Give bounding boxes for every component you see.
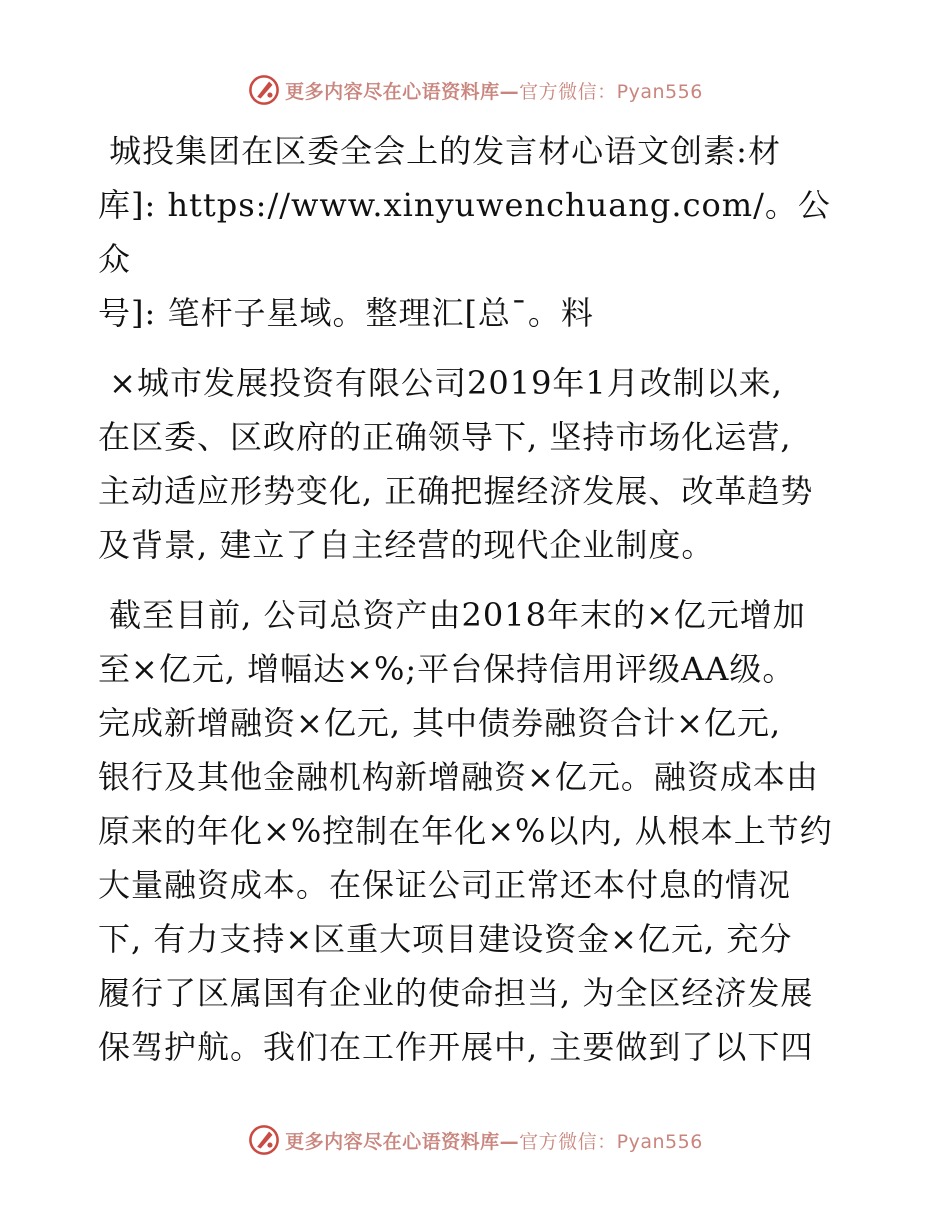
text-line: 号]: 笔杆子星域。整理汇[总¯。料 (98, 294, 594, 332)
banner-main-text: 更多内容尽在心语资料库 (285, 80, 500, 103)
text-line: 履行了区属国有企业的使命担当, 为全区经济发展 (98, 974, 814, 1012)
text-line: 原来的年化×%控制在年化×%以内, 从根本上节约 (98, 812, 833, 850)
text-line: 保驾护航。我们在工作开展中, 主要做到了以下四 (98, 1028, 814, 1066)
text-line: 下, 有力支持×区重大项目建设资金×亿元, 充分 (98, 920, 793, 958)
text-line: 银行及其他金融机构新增融资×亿元。融资成本由 (98, 758, 819, 796)
text-line: 及背景, 建立了自主经营的现代企业制度。 (98, 526, 715, 564)
header-banner (0, 70, 950, 110)
text-line: 城投集团在区委全会上的发言材心语文创素:材 (98, 132, 781, 170)
text-line: 截至目前, 公司总资产由2018年末的×亿元增加 (98, 596, 806, 634)
banner-wechat-text: 官方微信：Pyan556 (519, 1130, 703, 1153)
text-line: 主动适应形势变化, 正确把握经济发展、改革趋势 (98, 472, 814, 510)
banner-main-text: 更多内容尽在心语资料库 (285, 1130, 500, 1153)
paragraph-3 (98, 588, 858, 1074)
text-line: 大量融资成本。在保证公司正常还本付息的情况 (98, 866, 792, 904)
text-line: 在区委、区政府的正确领导下, 坚持市场化运营, (98, 418, 792, 456)
footer-banner (0, 1120, 950, 1160)
text-line: 完成新增融资×亿元, 其中债券融资合计×亿元, (98, 704, 782, 742)
brand-logo-icon (247, 73, 281, 107)
document-body (98, 124, 858, 1074)
banner-text (285, 77, 703, 104)
paragraph-1 (98, 124, 858, 340)
text-line: 至×亿元, 增幅达×%;平台保持信用评级AA级。 (98, 650, 796, 688)
banner-text (285, 1127, 703, 1154)
banner-dash: — (499, 1130, 520, 1153)
paragraph-2 (98, 356, 858, 572)
text-line: 库]: https://www.xinyuwenchuang.com/。公众 (98, 186, 831, 278)
brand-logo-icon (247, 1123, 281, 1157)
text-line: ×城市发展投资有限公司2019年1月改制以来, (98, 364, 783, 402)
banner-dash: — (499, 80, 520, 103)
banner-wechat-text: 官方微信：Pyan556 (519, 80, 703, 103)
